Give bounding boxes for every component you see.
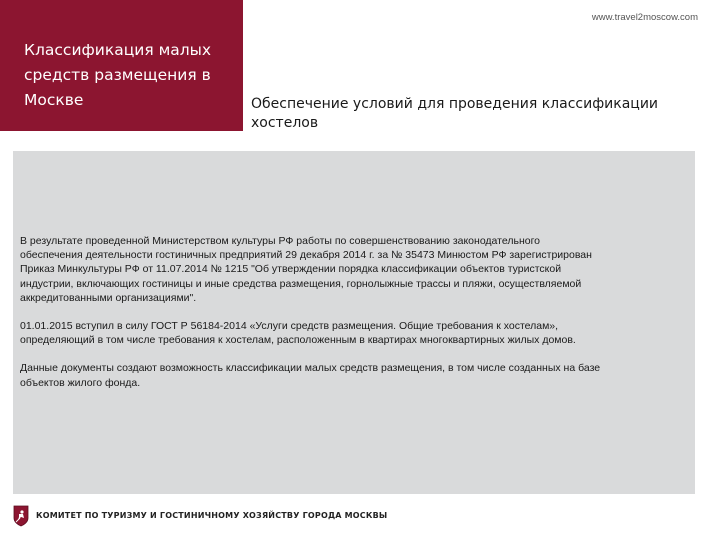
paragraph-conclusion: Данные документы создают возможность классификации малых средств размещения, в том числе созданных на базе объектов жилого фонда. bbox=[20, 362, 601, 389]
site-url[interactable]: www.travel2moscow.com bbox=[591, 12, 698, 23]
footer bbox=[0, 505, 720, 535]
slide-heading: Обеспечение условий для проведения классификации хостелов bbox=[251, 96, 659, 131]
paragraph-order: В результате проведенной Министерством культуры РФ работы по совершенствованию законодательного обеспечения деятельности гостиничных предприятий 29 декабря 2014 г. за № 35473 Минюстом РФ зарегистрирован Приказ Минкультуры РФ от 11.07.2014 № 1215 "Об утверждении порядка классификации объектов туристской индустрии, включающих гостиницы и иные средства размещения, горнолыжные трассы и пляжи, осуществляемой аккредитованными организациями". bbox=[20, 235, 592, 304]
moscow-coat-of-arms-icon bbox=[13, 505, 29, 527]
content-box bbox=[13, 151, 695, 494]
footer-organization: КОМИТЕТ ПО ТУРИЗМУ И ГОСТИНИЧНОМУ ХОЗЯЙСТВУ ГОРОДА МОСКВЫ bbox=[36, 511, 388, 520]
paragraph-gost: 01.01.2015 вступил в силу ГОСТ Р 56184-2014 «Услуги средств размещения. Общие требования к хостелам», определяющий в том числе требования к хостелам, расположенным в квартирах многоквартирных жилых домов. bbox=[20, 320, 576, 347]
content-text bbox=[20, 234, 690, 404]
title-panel bbox=[0, 0, 243, 131]
section-title: Классификация малых средств размещения в Москве bbox=[24, 41, 212, 109]
